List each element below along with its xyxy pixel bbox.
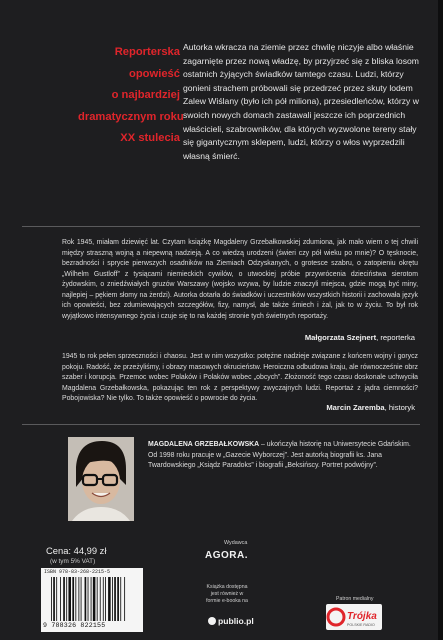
isbn-barcode bbox=[41, 568, 143, 632]
price-label: Cena: 44,99 zł bbox=[46, 545, 107, 556]
author-photo bbox=[68, 437, 134, 521]
review-signature bbox=[326, 403, 415, 412]
review-role: , reporterka bbox=[376, 333, 415, 342]
author-bio bbox=[148, 440, 420, 472]
tagline bbox=[78, 42, 184, 150]
publisher-label: Wydawca bbox=[224, 540, 248, 546]
author-bio-text: – ukończyła historię na Uniwersytecie Gdańskim. Od 1998 roku pracuje w „Gazecie Wyborczej”. Jest autorką biografii ks. Jana Twardowskiego „Ksiądz Paradoks” i biografii „Beksińscy. Portret podwójny”. bbox=[148, 441, 411, 469]
review-quote-zaremba: 1945 to rok pełen sprzeczności i chaosu. Jest w nim wszystko: potężne nadzieje związane z końcem wojny i gorycz pokoju. Radość, że przeżyliśmy, i obrazy masowych okrucieństw. Heroiczna odbudowa kraju, ale równocześnie obrz szaber i korupcja. Przemoc wobec Polaków i Polaków wobec „obcych”. Złożoność tego czasu doskonale uchwyciła Magdalena Grzebałkowska, pokazując ten rok z perspektywy zwyczajnych ludzi. Reportaż z jądra ciemności? Pobojowiska? Nie tylko. To także opowieść o powrocie do życia. bbox=[62, 353, 418, 402]
cover-edge bbox=[438, 0, 443, 640]
vat-note: (w tym 5% VAT) bbox=[50, 558, 96, 565]
review-signature bbox=[305, 333, 415, 342]
book-blurb: Autorka wkracza na ziemie przez chwilę niczyje albo właśnie zagarnięte przez nową władzę, by przyjrzeć się z bliska losom ostatnich żyjących świadków tamtego czasu. Ludzi, którzy gonieni strachem próbowali się przedrzeć przez skuty lodem Zalew Wiślany (było ich pół miliona), przesiedleńców, którzy w swoich nowych domach zastawali jeszcze ich poprzednich właścicieli, szabrowników, dla których wyzwolone tereny stały się gigantycznym sklepem, ludzi, którzy o włos wyprzedzili własną śmierć. bbox=[183, 42, 419, 161]
author-name: MAGDALENA GRZEBAŁKOWSKA bbox=[148, 441, 260, 448]
barcode-bars bbox=[51, 577, 139, 621]
trojka-logo bbox=[326, 604, 382, 630]
publisher-logo: AGORA. bbox=[205, 550, 248, 561]
tagline-line: Reporterska bbox=[114, 46, 180, 58]
store-name: publio.pl bbox=[218, 616, 254, 626]
review-role: , historyk bbox=[384, 403, 415, 412]
isbn-number: ISBN 978-83-268-2215-5 bbox=[44, 569, 111, 575]
divider bbox=[22, 424, 420, 425]
patron-label: Patron medialny bbox=[336, 596, 374, 602]
tagline-line: opowieść bbox=[129, 67, 180, 80]
review-author: Marcin Zaremba bbox=[326, 403, 385, 412]
trojka-logo-text: Trójka bbox=[347, 611, 377, 622]
divider bbox=[22, 226, 420, 227]
publio-dot-icon bbox=[208, 617, 216, 625]
review-author: Małgorzata Szejnert bbox=[304, 333, 377, 342]
tagline-line: XX stulecia bbox=[120, 132, 180, 144]
trojka-logo-subtext: POLSKIE RADIO bbox=[347, 623, 375, 627]
review-quote-szejnert: Rok 1945, miałam dziewięć lat. Czytam książkę Magdaleny Grzebałkowskiej zdumiona, jak mało wiem o tej chwili między straszną wojną a niepewną nadzieją. A co wiedzą urodzeni (świeri czy pół wieku po mnie)? O tęsknocie, bezradności i sprycie pierwszych osadników na Ziemiach Odzyskanych, o grotesce szabru, o zatopieniu okrętu „Wilhelm Gustloff” z tysiącami niemieckich cywilów, o utwockiej próbie przywrócenia dzieciństwa sierotom żydowskim, o zniedźwiałych gruzów Warszawy (wojsko wzywa, by ludzie znaczyli miejsca, gdzie mogą być miny, najlepiej – pękiem słomy na żerdzi). Autorka dotarła do świadków i uczestników wszystkich historii i zachowała język ich opowieści, bez zdumiewających szczegółów, fizy, namysł, ale także śmiech i żal, jak to w życiu. To był rok wyjątkowo intensywnego życia i czuje się to na każdej stronie tych świetnych reportaży. bbox=[62, 239, 418, 320]
tagline-line: o najbardziej bbox=[111, 89, 180, 101]
tagline-line: dramatycznym roku bbox=[78, 110, 184, 123]
ebook-note: Książka dostępna jest również w formie e-booka na bbox=[206, 584, 248, 604]
barcode-digits: 9 788326 822155 bbox=[43, 622, 106, 629]
store-logo bbox=[208, 616, 254, 626]
